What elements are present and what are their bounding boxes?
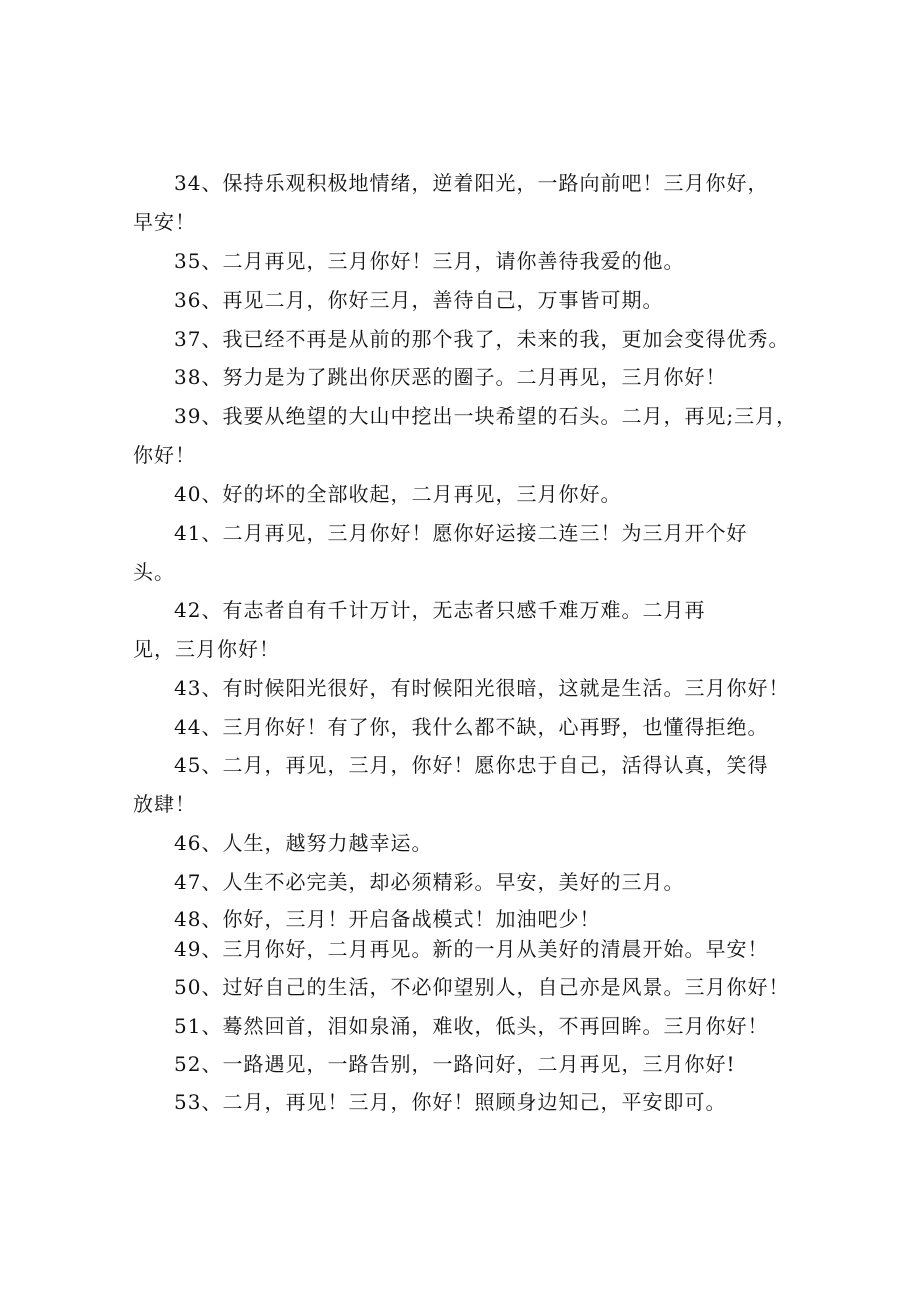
text-line-42-cont: 见，三月你好！	[133, 637, 280, 661]
text-line-40: 40、好的坏的全部收起，二月再见，三月你好。	[174, 482, 622, 506]
text-line-43: 43、有时候阳光很好，有时候阳光很暗，这就是生活。三月你好！	[174, 676, 790, 700]
text-line-47: 47、人生不必完美，却必须精彩。早安，美好的三月。	[174, 870, 685, 894]
text-line-41-cont: 头。	[133, 560, 175, 584]
text-line-45: 45、二月，再见，三月，你好！愿你忠于自己，活得认真，笑得	[174, 753, 769, 777]
text-line-46: 46、人生，越努力越幸运。	[174, 831, 433, 855]
text-line-34-cont: 早安！	[133, 210, 196, 234]
text-line-39: 39、我要从绝望的大山中挖出一块希望的石头。二月，再见;三月，	[174, 404, 798, 428]
text-line-39-cont: 你好！	[133, 443, 196, 467]
text-line-44: 44、三月你好！有了你，我什么都不缺，心再野，也懂得拒绝。	[174, 715, 769, 739]
text-line-52: 52、一路遇见，一路告别，一路问好，二月再见，三月你好!	[174, 1052, 736, 1076]
text-line-35: 35、二月再见，三月你好！三月，请你善待我爱的他。	[174, 249, 685, 273]
text-line-42: 42、有志者自有千计万计，无志者只感千难万难。二月再	[174, 598, 706, 622]
text-line-53: 53、二月，再见！三月，你好！照顾身边知己，平安即可。	[174, 1090, 727, 1114]
text-line-36: 36、再见二月，你好三月，善待自己，万事皆可期。	[174, 288, 664, 312]
text-line-37: 37、我已经不再是从前的那个我了，未来的我，更加会变得优秀。	[174, 327, 790, 351]
text-line-50: 50、过好自己的生活，不必仰望别人，自己亦是风景。三月你好！	[174, 975, 790, 999]
text-line-41: 41、二月再见，三月你好！愿你好运接二连三！为三月开个好	[174, 521, 748, 545]
text-line-48: 48、你好，三月！开启备战模式！加油吧少！	[174, 907, 601, 931]
text-line-38: 38、努力是为了跳出你厌恶的圈子。二月再见，三月你好！	[174, 365, 727, 389]
text-line-51: 51、蓦然回首，泪如泉涌，难收，低头，不再回眸。三月你好！	[174, 1014, 769, 1038]
text-line-34: 34、保持乐观积极地情绪，逆着阳光，一路向前吧！三月你好，	[174, 171, 769, 195]
text-line-45-cont: 放肆！	[133, 792, 196, 816]
text-line-49: 49、三月你好，二月再见。新的一月从美好的清晨开始。早安！	[174, 937, 769, 961]
